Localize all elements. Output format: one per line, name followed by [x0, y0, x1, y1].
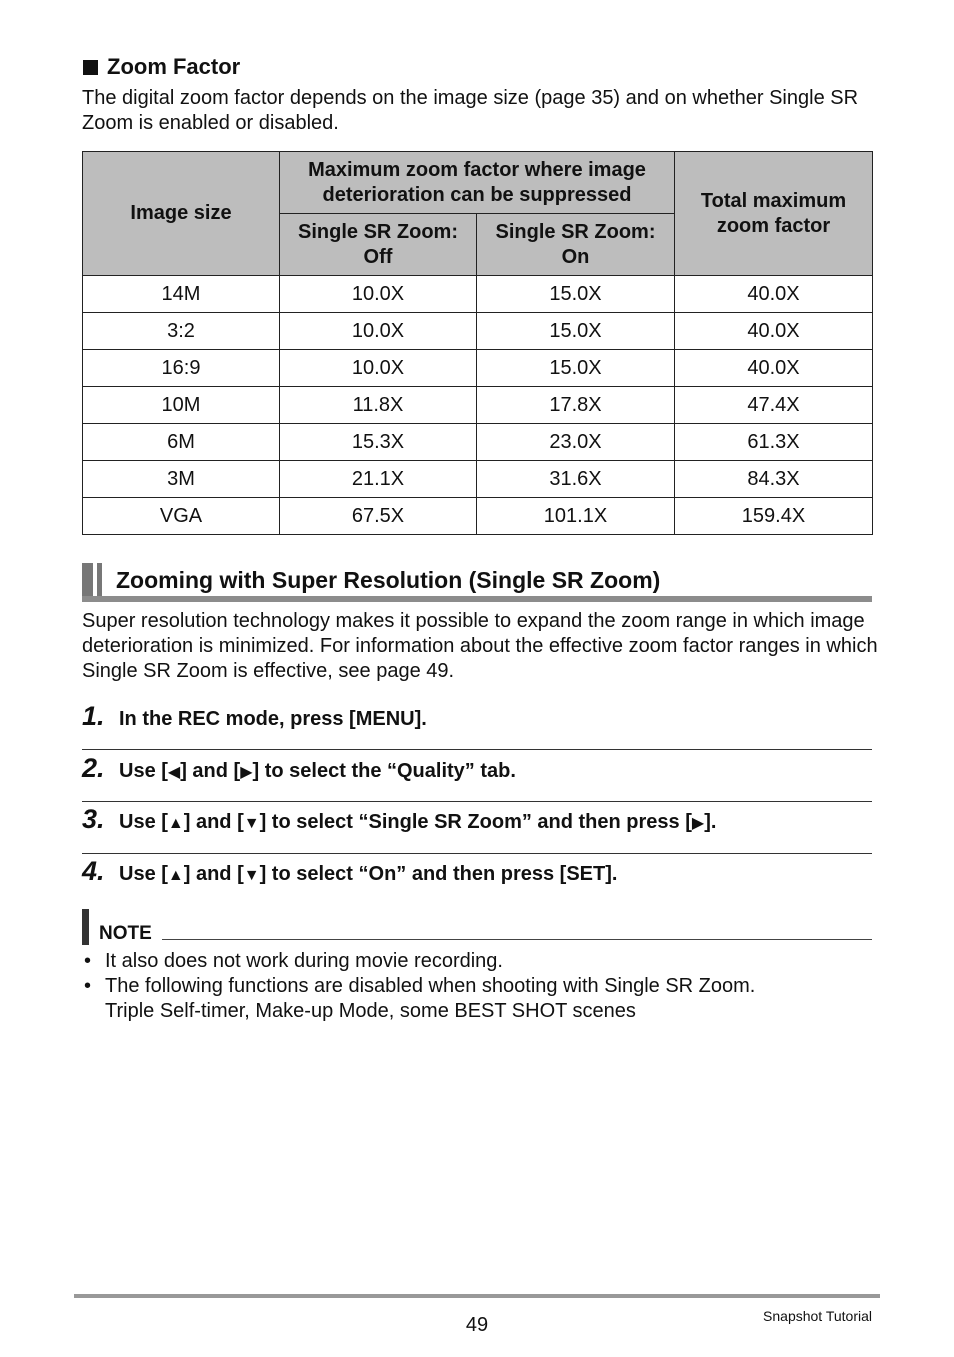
page-number: 49	[465, 1314, 489, 1336]
step-text	[119, 809, 716, 837]
table-cell: 15.3X	[280, 424, 477, 461]
table-cell: VGA	[83, 498, 280, 535]
note-item	[84, 949, 874, 974]
table-cell: 101.1X	[477, 498, 675, 535]
note-item	[84, 974, 874, 1024]
up-arrow-icon: ▲	[167, 815, 184, 832]
left-arrow-icon: ◀	[167, 764, 181, 781]
step-divider	[82, 853, 872, 854]
table-cell: 10M	[83, 387, 280, 424]
step-text-part: ] and [	[183, 811, 244, 833]
table-cell: 15.0X	[477, 350, 675, 387]
table-cell: 21.1X	[280, 461, 477, 498]
table-cell: 40.0X	[675, 313, 873, 350]
table-cell: 3M	[83, 461, 280, 498]
step-text-part: ] and [	[183, 863, 244, 885]
right-arrow-icon: ▶	[691, 815, 705, 832]
step-text	[119, 706, 427, 732]
footer-section-label: Snapshot Tutorial	[763, 1308, 872, 1324]
table-cell: 159.4X	[675, 498, 873, 535]
table-cell: 61.3X	[675, 424, 873, 461]
zoom-factor-table	[82, 151, 873, 535]
step-text-part: In the REC mode, press [MENU].	[119, 708, 427, 730]
step-number: 2.	[82, 753, 105, 783]
table-cell: 17.8X	[477, 387, 675, 424]
table-row	[83, 387, 873, 424]
table-cell: 31.6X	[477, 461, 675, 498]
table-cell: 10.0X	[280, 276, 477, 313]
table-cell: 40.0X	[675, 350, 873, 387]
step-text-part: ] and [	[180, 760, 241, 782]
note-rule	[162, 939, 872, 940]
table-cell: 16:9	[83, 350, 280, 387]
step-text-part: ] to select the “Quality” tab.	[252, 760, 516, 782]
table-cell: 10.0X	[280, 350, 477, 387]
table-cell: 3:2	[83, 313, 280, 350]
step-text-part: Use [	[119, 811, 168, 833]
table-cell: 11.8X	[280, 387, 477, 424]
header-sr-on-text: Single SR Zoom: On	[495, 220, 656, 268]
header-max-suppressed-text: Maximum zoom factor where image deterioration can be suppressed	[308, 158, 646, 206]
zoom-factor-heading	[83, 54, 240, 80]
header-total-max	[675, 152, 873, 276]
zoom-factor-intro: The digital zoom factor depends on the image size (page 35) and on whether Single SR Zoom is enabled or disabled.	[82, 87, 859, 134]
note-item-line: The following functions are disabled when shooting with Single SR Zoom.	[105, 975, 756, 997]
step-divider	[82, 801, 872, 802]
table-cell: 14M	[83, 276, 280, 313]
table-cell: 23.0X	[477, 424, 675, 461]
table-cell: 6M	[83, 424, 280, 461]
header-max-suppressed	[280, 152, 675, 214]
bullet-icon: •	[84, 950, 92, 972]
table-cell: 10.0X	[280, 313, 477, 350]
right-arrow-icon: ▶	[240, 764, 253, 781]
table-row	[83, 424, 873, 461]
note-item-line: It also does not work during movie recording.	[105, 950, 503, 972]
step-text-part: ] to select “On” and then press [SET].	[259, 863, 618, 885]
heading-underline	[82, 596, 872, 602]
table-row	[83, 276, 873, 313]
note-item-line: Triple Self-timer, Make-up Mode, some BEST SHOT scenes	[105, 1000, 636, 1022]
step-divider	[82, 749, 872, 750]
step-text-part: Use [	[119, 863, 168, 885]
footer-rule	[74, 1294, 880, 1298]
step-text-part: ].	[704, 811, 717, 833]
table-row	[83, 498, 873, 535]
step-text	[119, 758, 516, 786]
down-arrow-icon: ▼	[243, 815, 260, 832]
note-label: NOTE	[99, 923, 152, 944]
header-sr-off-text: Single SR Zoom: Off	[298, 220, 458, 268]
step-text-part: Use [	[119, 760, 168, 782]
down-arrow-icon: ▼	[243, 867, 260, 884]
zoom-factor-heading-text: Zoom Factor	[107, 54, 241, 79]
header-image-size: Image size	[83, 152, 280, 276]
step-text	[119, 861, 617, 889]
section-paragraph: Super resolution technology makes it possible to expand the zoom range in which image deterioration is minimized. For information about the effective zoom factor ranges in which Single SR Zoom is effective, see page 49.	[82, 610, 878, 682]
note-bar	[82, 909, 89, 945]
table-cell: 15.0X	[477, 276, 675, 313]
header-total-max-text: Total maximum zoom factor	[700, 189, 847, 237]
step-number: 4.	[82, 856, 105, 886]
header-sr-off	[280, 214, 477, 276]
note-list	[84, 949, 874, 1024]
step-text-part: ] to select “Single SR Zoom” and then press [	[259, 811, 692, 833]
up-arrow-icon: ▲	[167, 867, 184, 884]
table-row	[83, 350, 873, 387]
table-row	[83, 461, 873, 498]
table-cell: 40.0X	[675, 276, 873, 313]
square-bullet-icon	[83, 60, 98, 75]
table-cell: 84.3X	[675, 461, 873, 498]
table-cell: 67.5X	[280, 498, 477, 535]
table-cell: 47.4X	[675, 387, 873, 424]
section-title: Zooming with Super Resolution (Single SR Zoom)	[116, 567, 661, 593]
bullet-icon: •	[84, 975, 92, 997]
table-cell: 15.0X	[477, 313, 675, 350]
step-number: 1.	[82, 701, 105, 731]
table-row	[83, 313, 873, 350]
header-sr-on	[477, 214, 675, 276]
step-number: 3.	[82, 804, 105, 834]
